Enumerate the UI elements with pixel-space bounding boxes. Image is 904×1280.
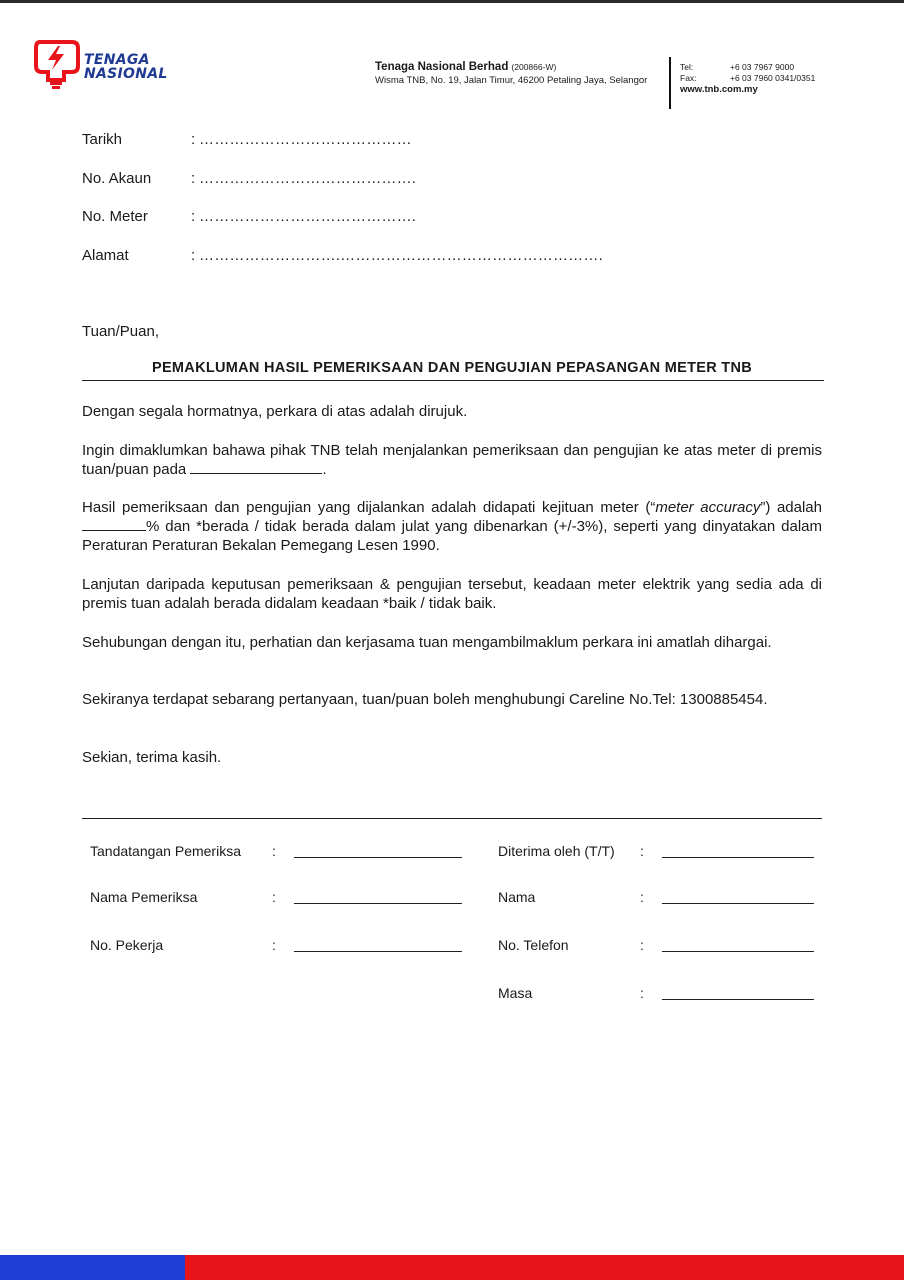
- sig-blank-line: [294, 903, 462, 904]
- field-colon: :: [191, 208, 196, 225]
- company-reg: (200866-W): [511, 62, 557, 72]
- field-dots: ……………………………………: [199, 131, 412, 148]
- website: www.tnb.com.my: [680, 84, 758, 95]
- paragraph-2: [82, 441, 822, 479]
- paragraph-2-text: Ingin dimaklumkan bahawa pihak TNB telah menjalankan pemeriksaan dan pengujian ke atas meter di premis tuan/puan pada: [82, 442, 822, 478]
- sig-label: No. Pekerja: [90, 937, 164, 953]
- accuracy-blank: [82, 518, 146, 531]
- company-info: [375, 60, 647, 88]
- sig-colon: :: [640, 937, 644, 953]
- sig-blank-line: [294, 857, 462, 858]
- sig-label: Diterima oleh (T/T): [498, 843, 615, 859]
- sig-blank-line: [662, 903, 814, 904]
- field-label: No. Akaun: [82, 170, 152, 187]
- tnb-logo: [34, 40, 184, 90]
- field-dots: …………………………………….: [199, 170, 417, 187]
- sig-colon: :: [272, 843, 276, 859]
- sig-blank-line: [294, 951, 462, 952]
- field-colon: :: [191, 131, 196, 148]
- field-colon: :: [191, 247, 196, 264]
- header-divider: [669, 57, 671, 109]
- company-name: Tenaga Nasional Berhad: [375, 61, 509, 73]
- contact-info: [680, 62, 815, 95]
- paragraph-3-text-a: Hasil pemeriksaan dan pengujian yang dijalankan adalah didapati kejituan meter (“: [82, 499, 656, 516]
- logo-wordmark: [84, 53, 168, 81]
- sig-label: Nama Pemeriksa: [90, 889, 198, 905]
- sig-colon: :: [640, 843, 644, 859]
- sig-blank-line: [662, 951, 814, 952]
- sig-blank-line: [662, 999, 814, 1000]
- field-colon: :: [191, 170, 196, 187]
- tnb-logo-icon: [34, 40, 80, 90]
- logo-word-2: NASIONAL: [84, 66, 168, 82]
- sig-blank-line: [662, 857, 814, 858]
- field-label: Alamat: [82, 247, 129, 264]
- salutation: Tuan/Puan,: [82, 323, 159, 340]
- fax-label: Fax:: [680, 73, 697, 83]
- logo-word-1: TENAGA: [84, 52, 150, 68]
- field-label: No. Meter: [82, 208, 148, 225]
- sig-colon: :: [272, 889, 276, 905]
- paragraph-2-end: .: [322, 461, 327, 478]
- sig-label: No. Telefon: [498, 937, 569, 953]
- subject-heading: PEMAKLUMAN HASIL PEMERIKSAAN DAN PENGUJIAN PEPASANGAN METER TNB: [151, 360, 752, 376]
- paragraph-3-text-c: % dan *berada / tidak berada dalam julat yang dibenarkan (+/-3%), seperti yang dinyatakan dalam Peraturan Peraturan Bekalan Pemegang Lesen 1990.: [82, 518, 822, 554]
- field-label: Tarikh: [82, 131, 123, 148]
- sig-label: Masa: [498, 985, 533, 1001]
- date-blank: [190, 461, 322, 474]
- paragraph-6: Sekiranya terdapat sebarang pertanyaan, tuan/puan boleh menghubungi Careline No.Tel: 1300885454.: [82, 691, 768, 708]
- top-border: [0, 0, 904, 3]
- subject-underline: [82, 380, 824, 381]
- signature-divider: [82, 818, 822, 819]
- paragraph-3-text-b: ”) adalah: [760, 499, 822, 516]
- sig-colon: :: [640, 985, 644, 1001]
- paragraph-3-emphasis: meter accuracy: [655, 499, 761, 516]
- company-address: Wisma TNB, No. 19, Jalan Timur, 46200 Petaling Jaya, Selangor: [375, 75, 648, 86]
- fax-value: +6 03 7960 0341/0351: [730, 73, 816, 83]
- paragraph-4: Lanjutan daripada keputusan pemeriksaan & pengujian tersebut, keadaan meter elektrik yang sedia ada di premis tuan adalah berada didalam keadaan *baik / tidak baik.: [82, 576, 822, 612]
- paragraph-7: Sekian, terima kasih.: [82, 749, 222, 766]
- paragraph-3: [82, 498, 822, 555]
- field-dots: ……………………….…………………………………………….: [199, 247, 603, 264]
- sig-label: Nama: [498, 889, 536, 905]
- tel-label: Tel:: [680, 62, 694, 72]
- paragraph-5: Sehubungan dengan itu, perhatian dan kerjasama tuan mengambilmaklum perkara ini amatlah dihargai.: [82, 634, 772, 651]
- sig-colon: :: [640, 889, 644, 905]
- sig-label: Tandatangan Pemeriksa: [90, 843, 241, 859]
- field-dots: …………………………………….: [199, 208, 417, 225]
- tel-value: +6 03 7967 9000: [730, 62, 795, 72]
- paragraph-1: Dengan segala hormatnya, perkara di atas adalah dirujuk.: [82, 403, 468, 420]
- sig-colon: :: [272, 937, 276, 953]
- footer-blue-bar: [0, 1255, 185, 1280]
